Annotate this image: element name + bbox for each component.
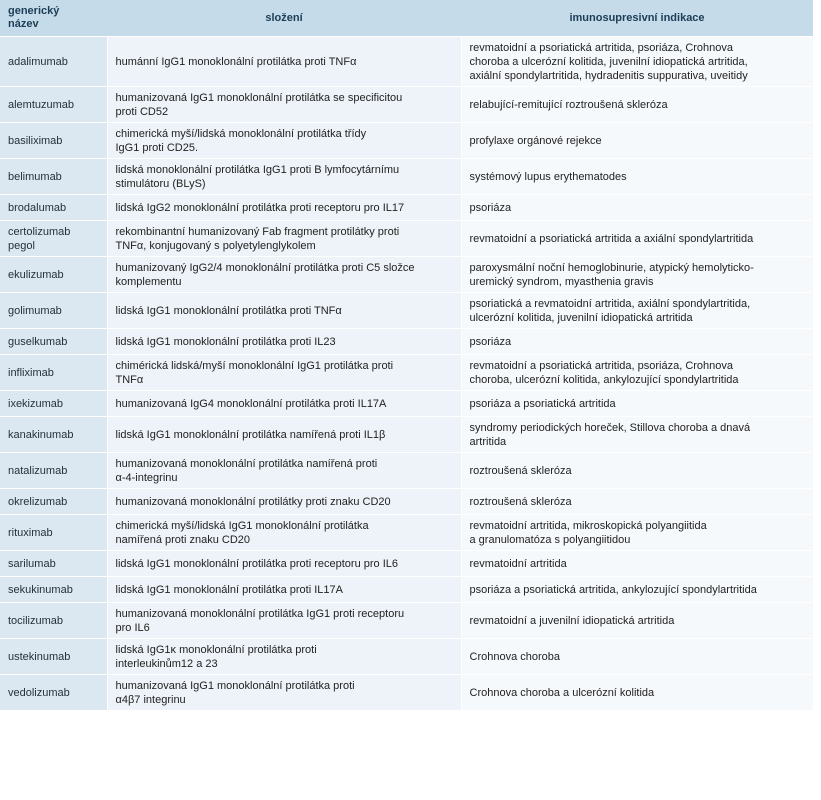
composition-cell xyxy=(107,551,461,577)
composition-line: IgG1 proti CD25. xyxy=(115,141,199,154)
generic-name-text: infliximab xyxy=(8,366,54,379)
generic-name-text: ixekizumab xyxy=(8,397,64,410)
composition-cell xyxy=(107,417,461,453)
composition-line: stimulátoru (BLyS) xyxy=(115,177,206,190)
composition-line: lidská IgG1 monoklonální protilátka proti IL23 xyxy=(115,335,336,348)
generic-name-cell xyxy=(0,329,107,355)
indication-line: uremický syndrom, myasthenia gravis xyxy=(469,275,654,288)
indication-line: a granulomatóza s polyangiitidou xyxy=(469,533,631,546)
table-row xyxy=(0,159,813,195)
generic-name-cell xyxy=(0,391,107,417)
generic-name-cell xyxy=(0,159,107,195)
composition-cell xyxy=(107,515,461,551)
generic-name-line: pegol xyxy=(8,239,35,252)
table-row xyxy=(0,391,813,417)
header-generic-name-line2: název xyxy=(8,18,39,30)
generic-name-text: rituximab xyxy=(8,526,53,539)
composition-line: TNFα, konjugovaný s polyetylenglykolem xyxy=(115,239,316,252)
generic-name-cell xyxy=(0,577,107,603)
indication-cell xyxy=(461,159,813,195)
indication-cell xyxy=(461,257,813,293)
generic-name-cell xyxy=(0,453,107,489)
generic-name-cell xyxy=(0,195,107,221)
composition-line: chimerická myší/lidská IgG1 monoklonální protilátka xyxy=(115,519,369,532)
generic-name-cell xyxy=(0,603,107,639)
composition-line: lidská IgG1 monoklonální protilátka namířená proti IL1β xyxy=(115,428,386,441)
composition-line: chimérická lidská/myší monoklonální IgG1 protilátka proti xyxy=(115,359,394,372)
header-row xyxy=(0,0,813,37)
table-row xyxy=(0,123,813,159)
generic-name-cell xyxy=(0,489,107,515)
generic-name-text: sekukinumab xyxy=(8,583,73,596)
generic-name-text: kanakinumab xyxy=(8,428,74,441)
generic-name-cell xyxy=(0,37,107,87)
table-row xyxy=(0,257,813,293)
composition-line: humánní IgG1 monoklonální protilátka proti TNFα xyxy=(115,55,357,68)
composition-cell xyxy=(107,329,461,355)
indication-cell xyxy=(461,453,813,489)
composition-cell xyxy=(107,159,461,195)
composition-line: lidská IgG1κ monoklonální protilátka proti xyxy=(115,643,317,656)
table-row xyxy=(0,355,813,391)
indication-cell xyxy=(461,551,813,577)
generic-name-text: golimumab xyxy=(8,304,62,317)
composition-cell xyxy=(107,355,461,391)
composition-line: humanizovaná IgG4 monoklonální protilátka proti IL17A xyxy=(115,397,387,410)
composition-cell xyxy=(107,675,461,711)
indication-line: psoriáza xyxy=(469,201,512,214)
indication-cell xyxy=(461,417,813,453)
composition-cell xyxy=(107,603,461,639)
composition-line: lidská IgG1 monoklonální protilátka proti receptoru pro IL6 xyxy=(115,557,398,570)
composition-line: rekombinantní humanizovaný Fab fragment protilátky proti xyxy=(115,225,400,238)
generic-name-text: ustekinumab xyxy=(8,650,71,663)
generic-name-text: ekulizumab xyxy=(8,268,64,281)
header-composition: složení xyxy=(107,0,461,37)
indication-line: systémový lupus erythematodes xyxy=(469,170,627,183)
composition-line: proti CD52 xyxy=(115,105,169,118)
composition-cell xyxy=(107,293,461,329)
indication-line: psoriáza a psoriatická artritida, ankylozující spondylartritida xyxy=(469,583,757,596)
indication-line: Crohnova choroba a ulcerózní kolitida xyxy=(469,686,655,699)
composition-line: TNFα xyxy=(115,373,144,386)
indication-cell xyxy=(461,391,813,417)
indication-cell xyxy=(461,123,813,159)
indication-line: paroxysmální noční hemoglobinurie, atypický hemolyticko- xyxy=(469,261,754,274)
generic-name-cell xyxy=(0,417,107,453)
indication-line: choroba, ulcerózní kolitida, ankylozující spondylartritida xyxy=(469,373,739,386)
table-header xyxy=(0,0,813,37)
generic-name-cell xyxy=(0,639,107,675)
generic-name-cell xyxy=(0,675,107,711)
generic-name-cell xyxy=(0,123,107,159)
composition-cell xyxy=(107,195,461,221)
generic-name-text: basiliximab xyxy=(8,134,63,147)
generic-name-text: guselkumab xyxy=(8,335,68,348)
composition-cell xyxy=(107,577,461,603)
generic-name-cell xyxy=(0,355,107,391)
indication-line: revmatoidní a psoriatická artritida, psoriáza, Crohnova xyxy=(469,41,734,54)
indication-line: psoriáza a psoriatická artritida xyxy=(469,397,616,410)
composition-cell xyxy=(107,221,461,257)
table-row xyxy=(0,577,813,603)
indication-cell xyxy=(461,195,813,221)
generic-name-text: tocilizumab xyxy=(8,614,64,627)
composition-line: namířená proti znaku CD20 xyxy=(115,533,251,546)
generic-name-cell xyxy=(0,515,107,551)
table-row xyxy=(0,87,813,123)
composition-line: lidská IgG1 monoklonální protilátka proti IL17A xyxy=(115,583,343,596)
composition-line: lidská IgG2 monoklonální protilátka proti receptoru pro IL17 xyxy=(115,201,405,214)
indication-cell xyxy=(461,221,813,257)
table-row xyxy=(0,453,813,489)
indication-line: revmatoidní a juvenilní idiopatická artritida xyxy=(469,614,675,627)
indication-line: ulcerózní kolitida, juvenilní idiopatická artritida xyxy=(469,311,693,324)
composition-line: komplementu xyxy=(115,275,182,288)
table-row xyxy=(0,329,813,355)
header-indication: imunosupresivní indikace xyxy=(461,0,813,37)
table-row xyxy=(0,195,813,221)
composition-cell xyxy=(107,639,461,675)
generic-name-text: brodalumab xyxy=(8,201,67,214)
table-row xyxy=(0,37,813,87)
indication-cell xyxy=(461,329,813,355)
composition-line: humanizovaná IgG1 monoklonální protilátka se specificitou xyxy=(115,91,403,104)
composition-line: chimerická myší/lidská monoklonální protilátka třídy xyxy=(115,127,367,140)
indication-line: artritida xyxy=(469,435,507,448)
indication-line: psoriáza xyxy=(469,335,512,348)
composition-cell xyxy=(107,391,461,417)
generic-name-text: natalizumab xyxy=(8,464,68,477)
composition-line: lidská IgG1 monoklonální protilátka proti TNFα xyxy=(115,304,342,317)
table-row xyxy=(0,551,813,577)
composition-line: humanizovaná monoklonální protilátka IgG1 proti receptoru xyxy=(115,607,405,620)
composition-cell xyxy=(107,489,461,515)
table-row xyxy=(0,417,813,453)
table-row xyxy=(0,293,813,329)
table-row xyxy=(0,675,813,711)
indication-line: roztroušená skleróza xyxy=(469,495,572,508)
composition-cell xyxy=(107,37,461,87)
indication-cell xyxy=(461,577,813,603)
composition-line: humanizovaná IgG1 monoklonální protilátka proti xyxy=(115,679,355,692)
indication-line: profylaxe orgánové rejekce xyxy=(469,134,602,147)
indication-line: revmatoidní a psoriatická artritida a axiální spondylartritida xyxy=(469,232,754,245)
composition-line: interleukinům12 a 23 xyxy=(115,657,218,670)
generic-name-line: certolizumab xyxy=(8,225,71,238)
composition-line: α4β7 integrinu xyxy=(115,693,186,706)
generic-name-text: belimumab xyxy=(8,170,62,183)
composition-cell xyxy=(107,123,461,159)
composition-cell xyxy=(107,453,461,489)
generic-name-text: okrelizumab xyxy=(8,495,68,508)
indication-cell xyxy=(461,489,813,515)
indication-line: choroba a ulcerózní kolitida, juvenilní idiopatická artritida, xyxy=(469,55,748,68)
table-body xyxy=(0,37,813,711)
indication-cell xyxy=(461,639,813,675)
indication-cell xyxy=(461,37,813,87)
table-row xyxy=(0,221,813,257)
indication-cell xyxy=(461,355,813,391)
composition-line: humanizovaná monoklonální protilátka namířená proti xyxy=(115,457,378,470)
indication-cell xyxy=(461,293,813,329)
composition-line: α-4-integrinu xyxy=(115,471,178,484)
indication-line: relabující-remitující roztroušená skleróza xyxy=(469,98,668,111)
composition-line: pro IL6 xyxy=(115,621,150,634)
table-row xyxy=(0,489,813,515)
indication-cell xyxy=(461,675,813,711)
header-generic-name-line1: generický xyxy=(8,5,60,17)
indication-cell xyxy=(461,515,813,551)
table-row xyxy=(0,603,813,639)
indication-line: revmatoidní a psoriatická artritida, psoriáza, Crohnova xyxy=(469,359,734,372)
indication-line: axiální spondylartritida, hydradenitis suppurativa, uveitidy xyxy=(469,69,748,82)
generic-name-cell xyxy=(0,257,107,293)
generic-name-cell xyxy=(0,87,107,123)
indication-cell xyxy=(461,603,813,639)
generic-name-text: sarilumab xyxy=(8,557,56,570)
table-row xyxy=(0,515,813,551)
generic-name-text: vedolizumab xyxy=(8,686,70,699)
generic-name-cell xyxy=(0,221,107,257)
indication-line: revmatoidní artritida, mikroskopická polyangiitida xyxy=(469,519,707,532)
indication-cell xyxy=(461,87,813,123)
indication-line: revmatoidní artritida xyxy=(469,557,567,570)
composition-line: lidská monoklonální protilátka IgG1 proti B lymfocytárnímu xyxy=(115,163,400,176)
generic-name-cell xyxy=(0,293,107,329)
generic-name-text: adalimumab xyxy=(8,55,68,68)
composition-cell xyxy=(107,257,461,293)
table-row xyxy=(0,639,813,675)
generic-name-cell xyxy=(0,551,107,577)
indication-line: syndromy periodických horeček, Stillova choroba a dnavá xyxy=(469,421,751,434)
indication-line: roztroušená skleróza xyxy=(469,464,572,477)
header-generic-name xyxy=(0,0,107,37)
indication-line: psoriatická a revmatoidní artritida, axiální spondylartritida, xyxy=(469,297,751,310)
composition-line: humanizovaný IgG2/4 monoklonální protilátka proti C5 složce xyxy=(115,261,415,274)
composition-cell xyxy=(107,87,461,123)
composition-line: humanizovaná monoklonální protilátky proti znaku CD20 xyxy=(115,495,391,508)
indication-line: Crohnova choroba xyxy=(469,650,561,663)
generic-name-text: alemtuzumab xyxy=(8,98,75,111)
